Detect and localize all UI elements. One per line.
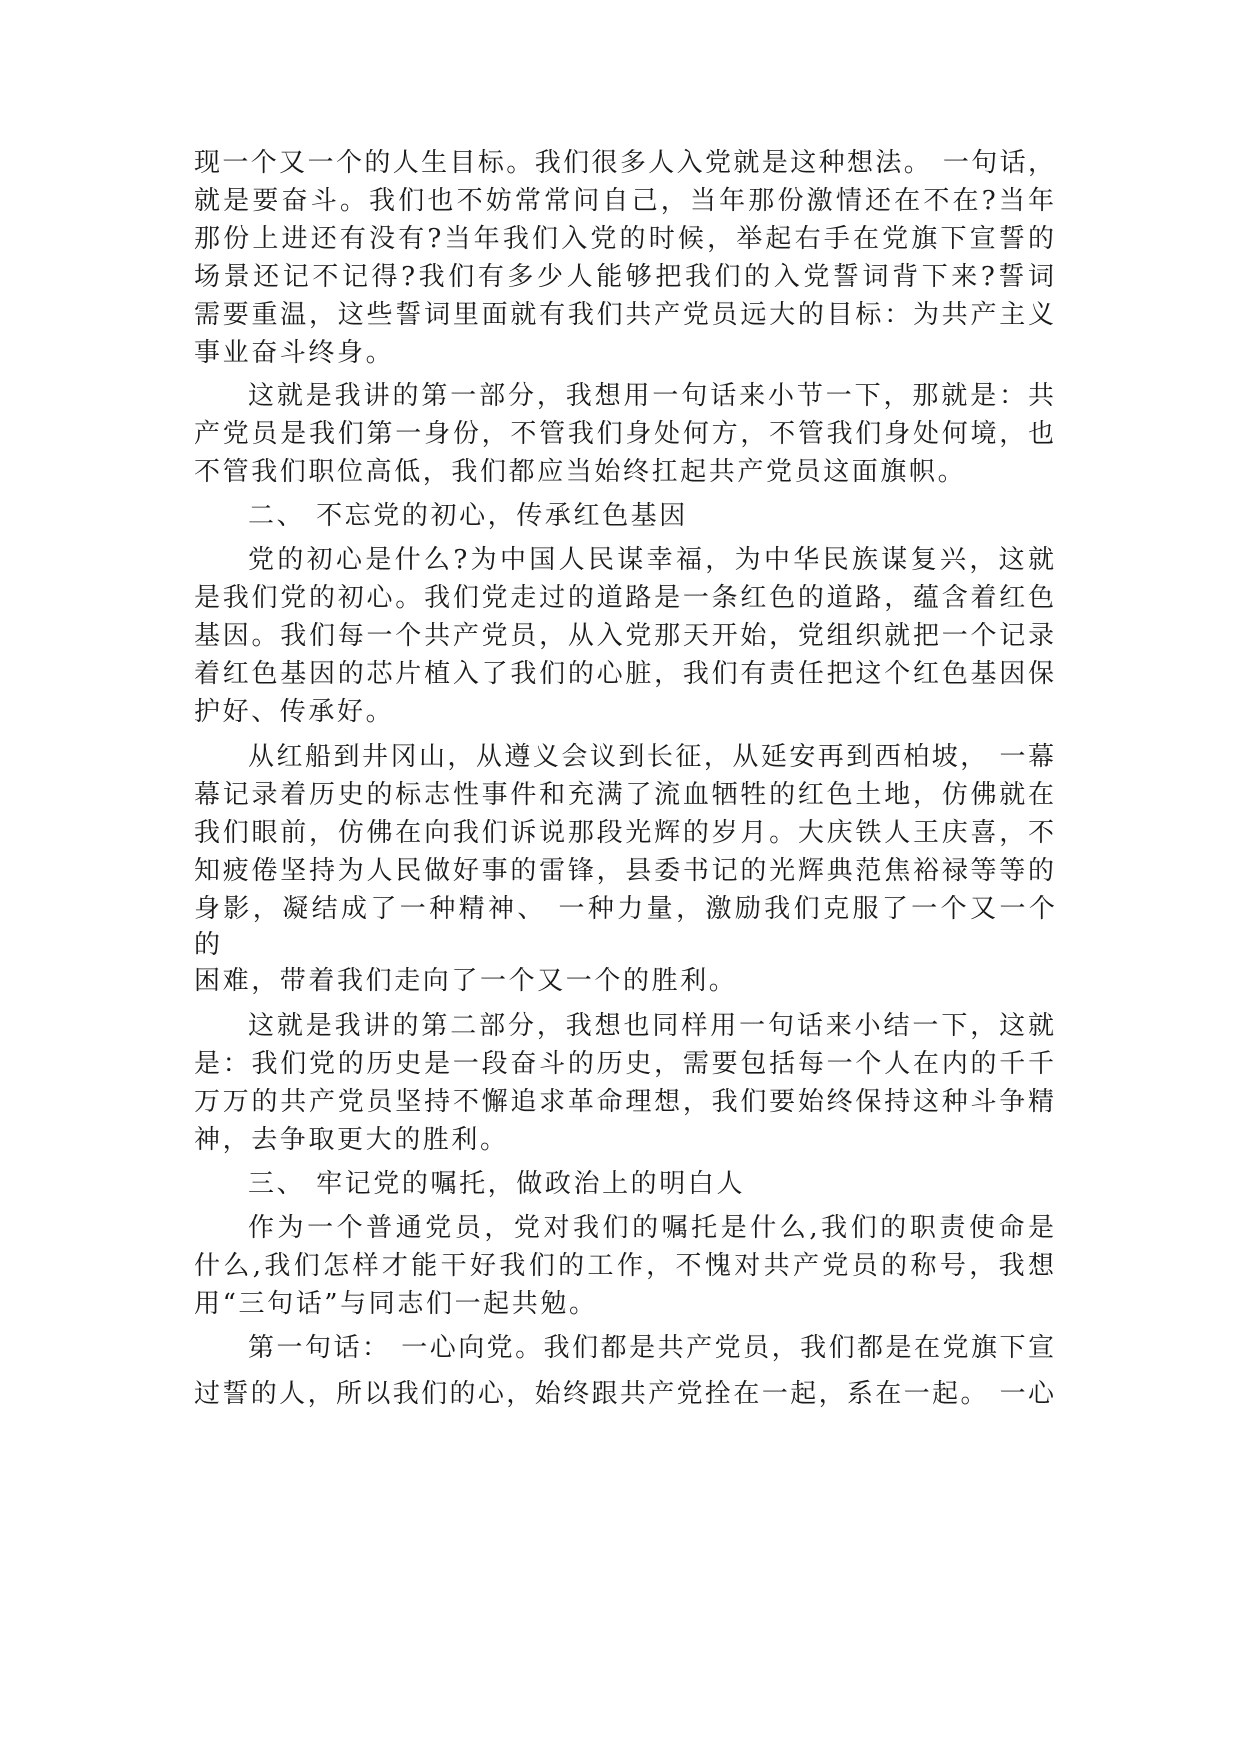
paragraph-first-line: 这就是我讲的第二部分，我想也同样用一句话来小结一下，这就 <box>248 1011 1054 1041</box>
text-line: 的 <box>194 930 223 960</box>
text-line: 护好、传承好。 <box>194 697 395 727</box>
text-line: 不管我们职位高低，我们都应当始终扛起共产党员这面旗帜。 <box>194 457 967 487</box>
text-line: 我们眼前，仿佛在向我们诉说那段光辉的岁月。大庆铁人王庆喜，不 <box>194 818 1054 848</box>
paragraph-first-line: 第一句话： 一心向党。我们都是共产党员，我们都是在党旗下宣 <box>248 1333 1054 1363</box>
text-line: 困难，带着我们走向了一个又一个的胜利。 <box>194 966 738 996</box>
text-line: 现一个又一个的人生目标。我们很多人入党就是这种想法。 一句话， <box>194 148 1054 178</box>
text-line: 需要重温，这些誓词里面就有我们共产党员远大的目标：为共产主义 <box>194 300 1054 330</box>
paragraph-first-line: 党的初心是什么?为中国人民谋幸福，为中华民族谋复兴，这就 <box>248 545 1054 575</box>
text-line: 过誓的人，所以我们的心，始终跟共产党拴在一起，系在一起。 一心 <box>194 1379 1054 1409</box>
text-line: 万万的共产党员坚持不懈追求革命理想，我们要始终保持这种斗争精 <box>194 1087 1054 1117</box>
text-line: 是：我们党的历史是一段奋斗的历史，需要包括每一个人在内的千千 <box>194 1049 1054 1079</box>
text-line: 就是要奋斗。我们也不妨常常问自己，当年那份激情还在不在?当年 <box>194 186 1054 216</box>
text-line: 什么,我们怎样才能干好我们的工作，不愧对共产党员的称号，我想 <box>194 1251 1054 1281</box>
paragraph-first-line: 作为一个普通党员，党对我们的嘱托是什么,我们的职责使命是 <box>248 1213 1054 1243</box>
text-line: 事业奋斗终身。 <box>194 338 395 368</box>
text-line: 是我们党的初心。我们党走过的道路是一条红色的道路，蕴含着红色 <box>194 583 1054 613</box>
paragraph-first-line: 从红船到井冈山，从遵义会议到长征，从延安再到西柏坡， 一幕 <box>248 742 1054 772</box>
text-line: 那份上进还有没有?当年我们入党的时候，举起右手在党旗下宣誓的 <box>194 224 1054 254</box>
text-line: 场景还记不记得?我们有多少人能够把我们的入党誓词背下来?誓词 <box>194 262 1054 292</box>
text-line: 幕记录着历史的标志性事件和充满了流血牺牲的红色土地，仿佛就在 <box>194 780 1054 810</box>
section-heading: 三、 牢记党的嘱托，做政治上的明白人 <box>248 1169 746 1199</box>
text-line: 用“三句话”与同志们一起共勉。 <box>194 1289 598 1319</box>
paragraph-first-line: 这就是我讲的第一部分，我想用一句话来小节一下，那就是：共 <box>248 381 1054 411</box>
text-line: 产党员是我们第一身份，不管我们身处何方，不管我们身处何境，也 <box>194 419 1054 449</box>
text-line: 基因。我们每一个共产党员，从入党那天开始，党组织就把一个记录 <box>194 621 1054 651</box>
text-line: 着红色基因的芯片植入了我们的心脏，我们有责任把这个红色基因保 <box>194 659 1054 689</box>
text-line: 身影，凝结成了一种精神、 一种力量，激励我们克服了一个又一个 <box>194 894 1059 924</box>
section-heading: 二、 不忘党的初心，传承红色基因 <box>248 501 688 531</box>
text-line: 神，去争取更大的胜利。 <box>194 1125 509 1155</box>
text-line: 知疲倦坚持为人民做好事的雷锋，县委书记的光辉典范焦裕禄等等的 <box>194 856 1054 886</box>
